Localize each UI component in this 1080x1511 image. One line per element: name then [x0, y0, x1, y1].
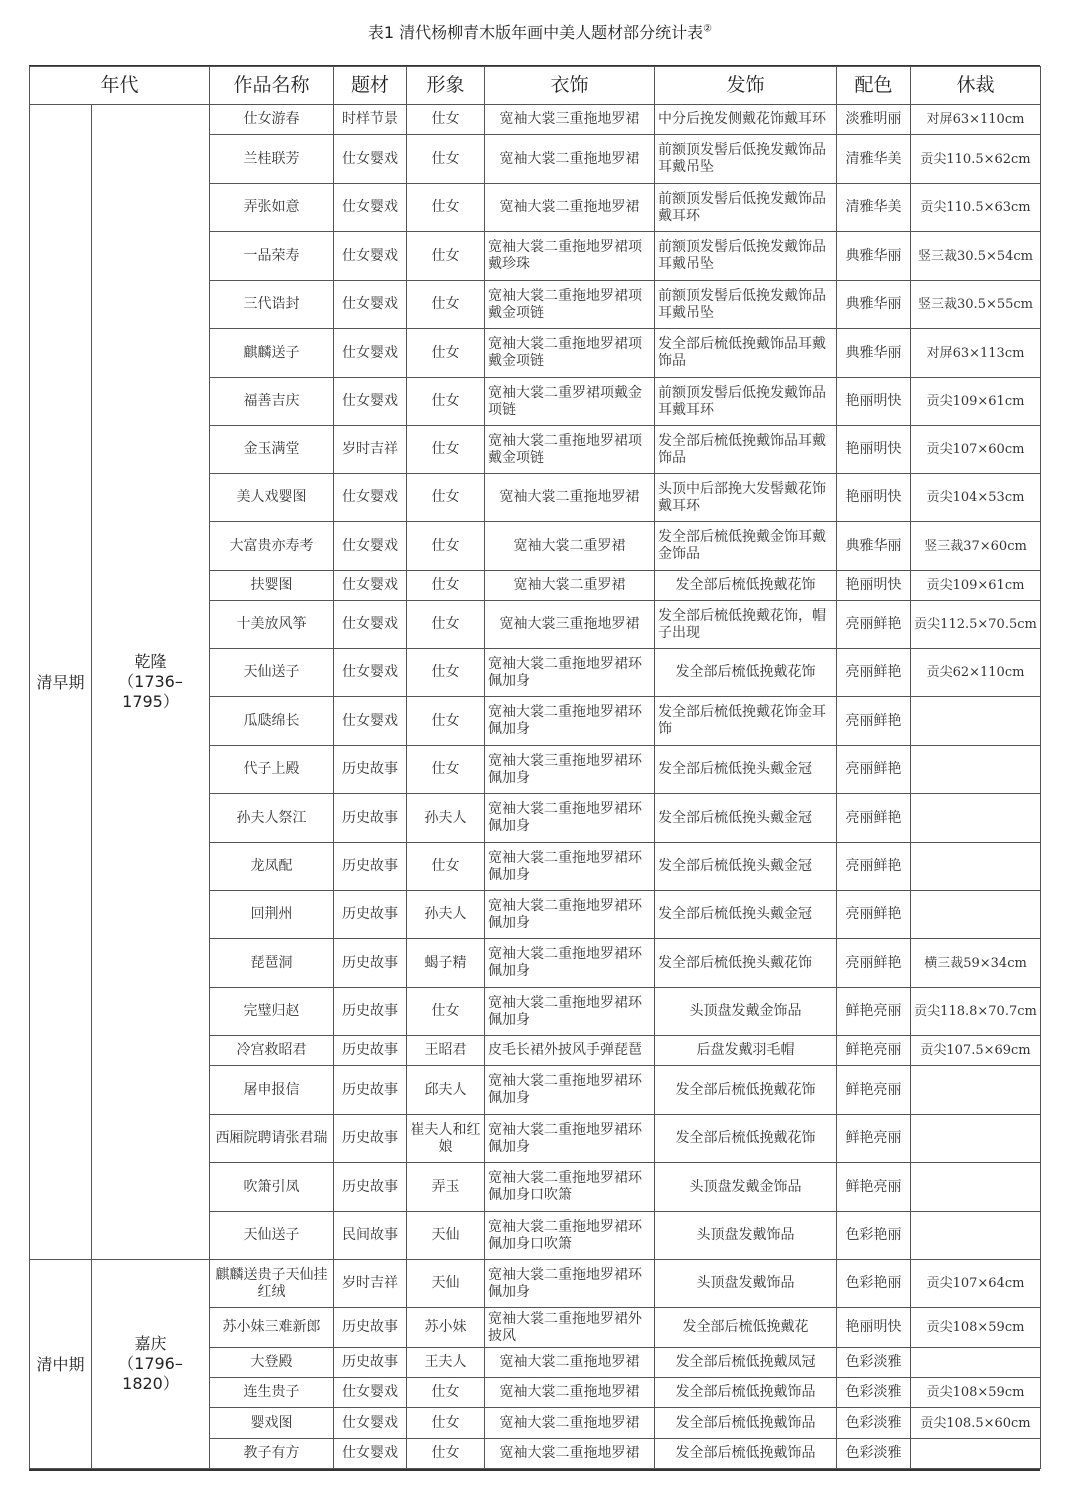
cell-hair: 发全部后梳低挽戴金饰耳戴金饰品 — [655, 522, 837, 571]
cell-size — [911, 843, 1041, 891]
cell-color: 艳丽明快 — [837, 571, 911, 601]
cell-dress: 宽袖大裳二重罗裙 — [485, 522, 655, 571]
cell-size — [911, 1348, 1041, 1378]
cell-size — [911, 1163, 1041, 1212]
cell-theme: 历史故事 — [334, 843, 407, 891]
cell-theme: 历史故事 — [334, 1066, 407, 1115]
cell-color: 亮丽鲜艳 — [837, 891, 911, 939]
cell-color: 亮丽鲜艳 — [837, 843, 911, 891]
cell-size — [911, 697, 1041, 746]
cell-title: 仕女游春 — [210, 105, 334, 135]
cell-dress: 宽袖大裳三重拖地罗裙 — [485, 601, 655, 649]
era-cell: 清中期 — [30, 1260, 92, 1469]
cell-title: 天仙送子 — [210, 1212, 334, 1260]
cell-hair: 发全部后梳低挽戴饰品耳戴饰品 — [655, 329, 837, 378]
cell-size: 贡尖107×64cm — [911, 1260, 1041, 1308]
cell-hair: 发全部后梳低挽戴饰品 — [655, 1408, 837, 1439]
cell-color: 色彩淡雅 — [837, 1408, 911, 1439]
cell-color: 亮丽鲜艳 — [837, 697, 911, 746]
cell-size: 贡尖109×61cm — [911, 571, 1041, 601]
cell-theme: 仕女婴戏 — [334, 649, 407, 697]
reign-years: （1796–1820） — [118, 1354, 183, 1393]
cell-hair: 头顶盘发戴饰品 — [655, 1212, 837, 1260]
cell-color: 亮丽鲜艳 — [837, 939, 911, 988]
cell-color: 艳丽明快 — [837, 378, 911, 426]
cell-hair: 发全部后梳低挽头戴花饰 — [655, 939, 837, 988]
cell-theme: 历史故事 — [334, 939, 407, 988]
cell-title: 大登殿 — [210, 1348, 334, 1378]
cell-color: 鲜艳亮丽 — [837, 988, 911, 1036]
cell-color: 清雅华美 — [837, 135, 911, 184]
cell-size — [911, 746, 1041, 794]
cell-dress: 宽袖大裳二重拖地罗裙环佩加身口吹箫 — [485, 1212, 655, 1260]
cell-color: 色彩淡雅 — [837, 1439, 911, 1469]
cell-color: 色彩艳丽 — [837, 1260, 911, 1308]
cell-hair: 头顶盘发戴饰品 — [655, 1260, 837, 1308]
cell-color: 艳丽明快 — [837, 1308, 911, 1348]
cell-color: 鲜艳亮丽 — [837, 1115, 911, 1163]
cell-title: 婴戏图 — [210, 1408, 334, 1439]
cell-size — [911, 891, 1041, 939]
cell-color: 色彩淡雅 — [837, 1348, 911, 1378]
cell-hair: 发全部后梳低挽戴花饰金耳饰 — [655, 697, 837, 746]
cell-figure: 仕女 — [407, 843, 485, 891]
cell-figure: 孙夫人 — [407, 891, 485, 939]
header-era: 年代 — [30, 67, 210, 105]
cell-dress: 宽袖大裳二重罗裙 — [485, 571, 655, 601]
cell-theme: 历史故事 — [334, 746, 407, 794]
header-figure: 形象 — [407, 67, 485, 105]
cell-size: 贡尖118.8×70.7cm — [911, 988, 1041, 1036]
cell-size: 贡尖107.5×69cm — [911, 1036, 1041, 1066]
cell-dress: 宽袖大裳二重拖地罗裙 — [485, 135, 655, 184]
reign-years: （1736–1795） — [118, 672, 183, 711]
cell-title: 扶婴图 — [210, 571, 334, 601]
cell-theme: 历史故事 — [334, 794, 407, 843]
cell-dress: 宽袖大裳二重拖地罗裙环佩加身 — [485, 1115, 655, 1163]
cell-hair: 发全部后梳低挽戴花 — [655, 1308, 837, 1348]
cell-title: 弄张如意 — [210, 184, 334, 232]
cell-title: 福善吉庆 — [210, 378, 334, 426]
cell-color: 典雅华丽 — [837, 281, 911, 329]
cell-color: 清雅华美 — [837, 184, 911, 232]
cell-hair: 前额顶发髻后低挽发戴饰品耳戴吊坠 — [655, 232, 837, 281]
cell-color: 亮丽鲜艳 — [837, 794, 911, 843]
table-caption — [0, 20, 1080, 43]
cell-dress: 宽袖大裳二重拖地罗裙 — [485, 1408, 655, 1439]
table-body — [30, 105, 1041, 1469]
cell-dress: 宽袖大裳二重拖地罗裙环佩加身 — [485, 843, 655, 891]
cell-color: 典雅华丽 — [837, 232, 911, 281]
cell-dress: 皮毛长裙外披风手弹琵琶 — [485, 1036, 655, 1066]
cell-figure: 仕女 — [407, 281, 485, 329]
cell-figure: 弄玉 — [407, 1163, 485, 1212]
cell-figure: 仕女 — [407, 1439, 485, 1469]
cell-hair: 发全部后梳低挽头戴金冠 — [655, 891, 837, 939]
cell-dress: 宽袖大裳二重拖地罗裙项戴金项链 — [485, 426, 655, 474]
cell-hair: 前额顶发髻后低挽发戴饰品耳戴耳环 — [655, 378, 837, 426]
header-color: 配色 — [837, 67, 911, 105]
cell-size: 贡尖109×61cm — [911, 378, 1041, 426]
cell-title: 麒麟送子 — [210, 329, 334, 378]
cell-figure: 天仙 — [407, 1212, 485, 1260]
cell-dress: 宽袖大裳三重拖地罗裙 — [485, 105, 655, 135]
cell-title: 瓜瓞绵长 — [210, 697, 334, 746]
cell-theme: 仕女婴戏 — [334, 184, 407, 232]
cell-title: 十美放风筝 — [210, 601, 334, 649]
cell-hair: 前额顶发髻后低挽发戴饰品耳戴吊坠 — [655, 135, 837, 184]
cell-figure: 仕女 — [407, 697, 485, 746]
cell-size — [911, 1115, 1041, 1163]
cell-color: 典雅华丽 — [837, 522, 911, 571]
cell-size: 贡尖110.5×63cm — [911, 184, 1041, 232]
cell-size — [911, 794, 1041, 843]
cell-title: 麒麟送贵子天仙挂红绒 — [210, 1260, 334, 1308]
cell-size — [911, 1439, 1041, 1469]
cell-color: 鲜艳亮丽 — [837, 1036, 911, 1066]
cell-theme: 仕女婴戏 — [334, 1439, 407, 1469]
cell-figure: 仕女 — [407, 135, 485, 184]
header-dress: 衣饰 — [485, 67, 655, 105]
cell-size: 竖三裁30.5×54cm — [911, 232, 1041, 281]
cell-dress: 宽袖大裳二重拖地罗裙 — [485, 1378, 655, 1408]
cell-title: 吹箫引凤 — [210, 1163, 334, 1212]
cell-figure: 苏小妹 — [407, 1308, 485, 1348]
cell-title: 连生贵子 — [210, 1378, 334, 1408]
cell-hair: 发全部后梳低挽戴花饰 — [655, 649, 837, 697]
cell-size: 对屏63×113cm — [911, 329, 1041, 378]
cell-hair: 头顶盘发戴金饰品 — [655, 1163, 837, 1212]
cell-theme: 仕女婴戏 — [334, 1378, 407, 1408]
cell-figure: 仕女 — [407, 571, 485, 601]
table-bottom-rule — [29, 1469, 1040, 1471]
cell-figure: 仕女 — [407, 426, 485, 474]
cell-theme: 历史故事 — [334, 1036, 407, 1066]
cell-dress: 宽袖大裳二重拖地罗裙环佩加身 — [485, 794, 655, 843]
cell-color: 色彩艳丽 — [837, 1212, 911, 1260]
cell-title: 三代诰封 — [210, 281, 334, 329]
cell-hair: 发全部后梳低挽头戴金冠 — [655, 794, 837, 843]
cell-title: 回荆州 — [210, 891, 334, 939]
cell-figure: 仕女 — [407, 378, 485, 426]
cell-hair: 头顶盘发戴金饰品 — [655, 988, 837, 1036]
cell-size — [911, 1066, 1041, 1115]
cell-size: 竖三裁30.5×55cm — [911, 281, 1041, 329]
reign-cell — [92, 1260, 210, 1469]
cell-hair: 发全部后梳低挽戴花饰 — [655, 1066, 837, 1115]
cell-title: 大富贵亦寿考 — [210, 522, 334, 571]
cell-figure: 天仙 — [407, 1260, 485, 1308]
cell-theme: 历史故事 — [334, 1163, 407, 1212]
cell-theme: 仕女婴戏 — [334, 378, 407, 426]
cell-dress: 宽袖大裳二重拖地罗裙项戴金项链 — [485, 281, 655, 329]
cell-figure: 仕女 — [407, 184, 485, 232]
cell-title: 天仙送子 — [210, 649, 334, 697]
cell-color: 色彩淡雅 — [837, 1378, 911, 1408]
cell-size: 贡尖108×59cm — [911, 1308, 1041, 1348]
cell-color: 亮丽鲜艳 — [837, 649, 911, 697]
cell-figure: 仕女 — [407, 329, 485, 378]
cell-title: 一品荣寿 — [210, 232, 334, 281]
cell-dress: 宽袖大裳二重罗裙项戴金项链 — [485, 378, 655, 426]
cell-hair: 发全部后梳低挽戴饰品 — [655, 1378, 837, 1408]
cell-title: 代子上殿 — [210, 746, 334, 794]
cell-size: 横三裁59×34cm — [911, 939, 1041, 988]
cell-dress: 宽袖大裳二重拖地罗裙外披风 — [485, 1308, 655, 1348]
cell-hair: 发全部后梳低挽戴凤冠 — [655, 1348, 837, 1378]
cell-title: 美人戏婴图 — [210, 474, 334, 522]
cell-theme: 仕女婴戏 — [334, 697, 407, 746]
header-row — [30, 67, 1041, 105]
cell-title: 屠申报信 — [210, 1066, 334, 1115]
cell-theme: 岁时吉祥 — [334, 426, 407, 474]
header-hair: 发饰 — [655, 67, 837, 105]
cell-dress: 宽袖大裳三重拖地罗裙环佩加身 — [485, 746, 655, 794]
cell-title: 孙夫人祭江 — [210, 794, 334, 843]
cell-size: 贡尖104×53cm — [911, 474, 1041, 522]
cell-dress: 宽袖大裳二重拖地罗裙环佩加身口吹箫 — [485, 1163, 655, 1212]
cell-size: 贡尖62×110cm — [911, 649, 1041, 697]
cell-size: 贡尖112.5×70.5cm — [911, 601, 1041, 649]
cell-title: 龙凤配 — [210, 843, 334, 891]
cell-dress: 宽袖大裳二重拖地罗裙 — [485, 184, 655, 232]
cell-size: 竖三裁37×60cm — [911, 522, 1041, 571]
cell-hair: 发全部后梳低挽戴花饰，帽子出现 — [655, 601, 837, 649]
cell-theme: 时样节景 — [334, 105, 407, 135]
statistics-table — [29, 66, 1041, 1469]
reign-name: 乾隆 — [134, 652, 167, 671]
cell-figure: 王昭君 — [407, 1036, 485, 1066]
cell-theme: 仕女婴戏 — [334, 135, 407, 184]
cell-hair: 发全部后梳低挽戴花饰 — [655, 571, 837, 601]
cell-figure: 仕女 — [407, 649, 485, 697]
cell-theme: 仕女婴戏 — [334, 601, 407, 649]
header-theme: 题材 — [334, 67, 407, 105]
cell-hair: 发全部后梳低挽戴饰品耳戴饰品 — [655, 426, 837, 474]
cell-figure: 蝎子精 — [407, 939, 485, 988]
cell-figure: 王夫人 — [407, 1348, 485, 1378]
cell-hair: 发全部后梳低挽头戴金冠 — [655, 843, 837, 891]
cell-color: 淡雅明丽 — [837, 105, 911, 135]
cell-figure: 邱夫人 — [407, 1066, 485, 1115]
cell-size: 贡尖110.5×62cm — [911, 135, 1041, 184]
cell-theme: 岁时吉祥 — [334, 1260, 407, 1308]
cell-hair: 发全部后梳低挽戴花饰 — [655, 1115, 837, 1163]
cell-figure: 仕女 — [407, 1378, 485, 1408]
cell-figure: 仕女 — [407, 105, 485, 135]
cell-title: 苏小妹三难新郎 — [210, 1308, 334, 1348]
cell-dress: 宽袖大裳二重拖地罗裙环佩加身 — [485, 939, 655, 988]
table-row — [30, 105, 1041, 135]
cell-hair: 前额顶发髻后低挽发戴饰品耳戴吊坠 — [655, 281, 837, 329]
cell-color: 鲜艳亮丽 — [837, 1163, 911, 1212]
cell-dress: 宽袖大裳二重拖地罗裙环佩加身 — [485, 1260, 655, 1308]
cell-theme: 历史故事 — [334, 1308, 407, 1348]
cell-theme: 历史故事 — [334, 891, 407, 939]
cell-theme: 仕女婴戏 — [334, 329, 407, 378]
cell-figure: 崔夫人和红娘 — [407, 1115, 485, 1163]
cell-hair: 发全部后梳低挽戴饰品 — [655, 1439, 837, 1469]
reign-cell — [92, 105, 210, 1260]
cell-dress: 宽袖大裳二重拖地罗裙项戴金项链 — [485, 329, 655, 378]
cell-theme: 民间故事 — [334, 1212, 407, 1260]
cell-size — [911, 1212, 1041, 1260]
cell-color: 艳丽明快 — [837, 426, 911, 474]
cell-figure: 仕女 — [407, 746, 485, 794]
cell-title: 冷宫救昭君 — [210, 1036, 334, 1066]
cell-title: 兰桂联芳 — [210, 135, 334, 184]
cell-color: 亮丽鲜艳 — [837, 601, 911, 649]
cell-size: 贡尖108×59cm — [911, 1378, 1041, 1408]
cell-color: 典雅华丽 — [837, 329, 911, 378]
cell-title: 金玉满堂 — [210, 426, 334, 474]
cell-theme: 仕女婴戏 — [334, 522, 407, 571]
cell-dress: 宽袖大裳二重拖地罗裙 — [485, 1439, 655, 1469]
header-size: 休裁 — [911, 67, 1041, 105]
caption-text: 表1 清代杨柳青木版年画中美人题材部分统计表 — [367, 23, 704, 42]
cell-theme: 仕女婴戏 — [334, 232, 407, 281]
cell-dress: 宽袖大裳二重拖地罗裙 — [485, 1348, 655, 1378]
cell-dress: 宽袖大裳二重拖地罗裙项戴珍珠 — [485, 232, 655, 281]
cell-title: 教子有方 — [210, 1439, 334, 1469]
cell-size: 贡尖107×60cm — [911, 426, 1041, 474]
cell-color: 亮丽鲜艳 — [837, 746, 911, 794]
cell-dress: 宽袖大裳二重拖地罗裙环佩加身 — [485, 988, 655, 1036]
cell-figure: 仕女 — [407, 474, 485, 522]
reign-name: 嘉庆 — [134, 1334, 167, 1353]
cell-color: 艳丽明快 — [837, 474, 911, 522]
cell-size: 贡尖108.5×60cm — [911, 1408, 1041, 1439]
cell-theme: 仕女婴戏 — [334, 1408, 407, 1439]
cell-theme: 历史故事 — [334, 1115, 407, 1163]
cell-title: 西厢院聘请张君瑞 — [210, 1115, 334, 1163]
header-title: 作品名称 — [210, 67, 334, 105]
cell-figure: 仕女 — [407, 988, 485, 1036]
cell-title: 琵琶洞 — [210, 939, 334, 988]
cell-figure: 仕女 — [407, 601, 485, 649]
cell-dress: 宽袖大裳二重拖地罗裙环佩加身 — [485, 1066, 655, 1115]
cell-title: 完璧归赵 — [210, 988, 334, 1036]
cell-hair: 后盘发戴羽毛帽 — [655, 1036, 837, 1066]
cell-color: 鲜艳亮丽 — [837, 1066, 911, 1115]
cell-theme: 仕女婴戏 — [334, 474, 407, 522]
cell-dress: 宽袖大裳二重拖地罗裙环佩加身 — [485, 697, 655, 746]
footnote-mark: ② — [703, 23, 713, 35]
cell-figure: 仕女 — [407, 232, 485, 281]
cell-hair: 头顶中后部挽大发髻戴花饰戴耳环 — [655, 474, 837, 522]
cell-hair: 发全部后梳低挽头戴金冠 — [655, 746, 837, 794]
cell-hair: 前额顶发髻后低挽发戴饰品戴耳环 — [655, 184, 837, 232]
cell-dress: 宽袖大裳二重拖地罗裙环佩加身 — [485, 649, 655, 697]
table-row — [30, 1260, 1041, 1308]
cell-theme: 历史故事 — [334, 1348, 407, 1378]
cell-dress: 宽袖大裳二重拖地罗裙环佩加身 — [485, 891, 655, 939]
cell-hair: 中分后挽发侧戴花饰戴耳环 — [655, 105, 837, 135]
cell-figure: 孙夫人 — [407, 794, 485, 843]
cell-figure: 仕女 — [407, 1408, 485, 1439]
cell-figure: 仕女 — [407, 522, 485, 571]
cell-dress: 宽袖大裳二重拖地罗裙 — [485, 474, 655, 522]
cell-theme: 仕女婴戏 — [334, 281, 407, 329]
cell-theme: 仕女婴戏 — [334, 571, 407, 601]
era-cell: 清早期 — [30, 105, 92, 1260]
cell-size: 对屏63×110cm — [911, 105, 1041, 135]
cell-theme: 历史故事 — [334, 988, 407, 1036]
